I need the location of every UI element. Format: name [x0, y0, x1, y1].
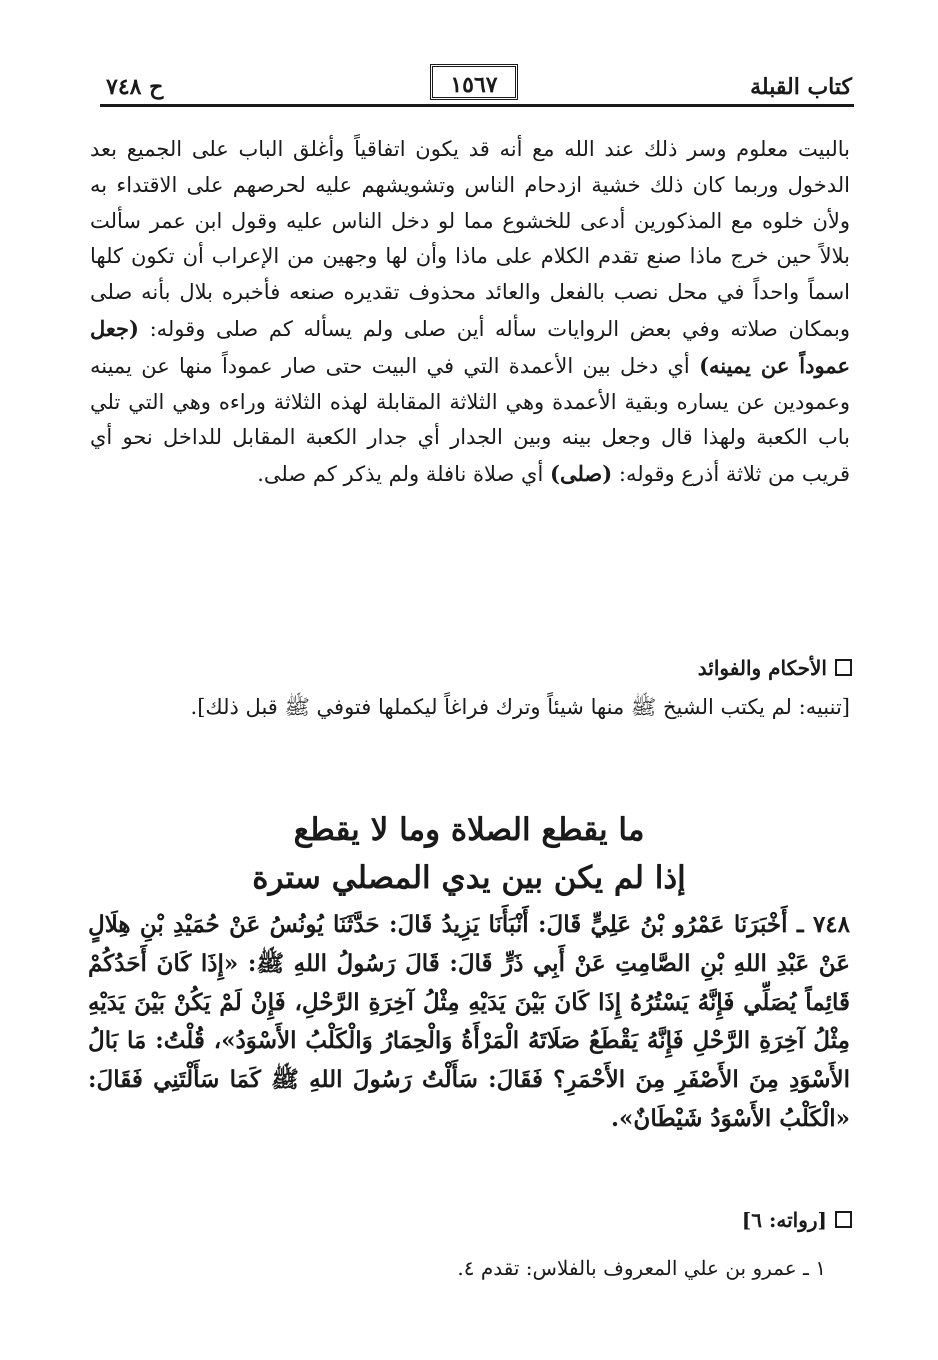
page-number: ١٥٦٧ — [430, 64, 518, 100]
chapter-title: ما يقطع الصلاة وما لا يقطع — [293, 812, 645, 848]
checkbox-square-icon — [835, 1211, 852, 1228]
quoted-phrase: (جعل عموداً عن يمينه) — [90, 315, 850, 378]
narrators-heading: [رواته: ٦] — [742, 1208, 852, 1232]
rulings-heading: الأحكام والفوائد — [698, 656, 852, 680]
hadith-text: ٧٤٨ ـ أَخْبَرَنَا عَمْرُو بْنُ عَلِيٍّ قَالَ: أَنْبَأَنَا يَزِيدُ قَالَ: حَدَّثَنَا يُونُسُ عَنْ حُمَيْدِ بْنِ هِلَالٍ عَنْ عَبْدِ اللهِ بْنِ الصَّامِتِ عَنْ أَبِي ذَرٍّ قَالَ: قَالَ رَسُولُ اللهِ ﷺ: «إِذَا كَانَ أَحَدُكُمْ قَائِماً يُصَلِّي فَإِنَّهُ يَسْتُرُهُ إِذَا كَانَ بَيْنَ يَدَيْهِ مِثْلُ آخِرَةِ الرَّحْلِ، فَإِنْ لَمْ يَكُنْ بَيْنَ يَدَيْهِ مِثْلُ آخِرَةِ الرَّحْلِ فَإِنَّهُ يَقْطَعُ صَلَاتَهُ الْمَرْأَةُ وَالْحِمَارُ وَالْكَلْبُ الأَسْوَدُ»، قُلْتُ: مَا بَالُ الأَسْوَدِ مِنَ الأَصْفَرِ مِنَ الأَحْمَرِ؟ فَقَالَ: سَأَلْتُ رَسُولَ اللهِ ﷺ كَمَا سَأَلْتَنِي فَقَالَ: «الْكَلْبُ الأَسْوَدُ شَيْطَانٌ». — [88, 911, 850, 1132]
commentary-text: أي صلاة نافلة ولم يذكر كم صلى. — [257, 462, 544, 487]
chapter-subtitle: إذا لم يكن بين يدي المصلي سترة — [252, 860, 686, 896]
commentary-text: أي دخل بين الأعمدة التي في البيت حتى صار عموداً منها عن يمينه وعمودين عن يساره وبقية الأعمدة وهي الثلاثة المقابلة لهذه الثلاثة وراءه وهي التي تلي باب الكعبة ولهذا قال وجعل بينه وبين الجدار أي جدار الكعبة المقابل للداخل نحو أي قريب من ثلاثة أذرع وقوله: — [90, 353, 850, 487]
rulings-note: [تنبيه: لم يكتب الشيخ ﷺ منها شيئاً وترك فراغاً ليكملها فتوفي ﷺ قبل ذلك]. — [190, 695, 850, 719]
header-divider — [100, 104, 854, 107]
book-title: كتاب القبلة — [750, 74, 852, 100]
checkbox-square-icon — [835, 659, 852, 676]
quoted-phrase: (صلى) — [550, 461, 613, 487]
commentary-text: بالبيت معلوم وسر ذلك عند الله مع أنه قد يكون اتفاقياً وأغلق الباب على الجميع بعد الدخول وربما كان ذلك خشية ازدحام الناس وتشويشهم عليه لحرصهم على الاقتداء به ولأن خلوه مع المذكورين أدعى للخشوع مما لو دخل الناس عليه وقول ابن عمر سألت بلالاً حين خرج ماذا صنع تقدم الكلام على ماذا وأن لها وجهين من الإعراب أن تكون كلها اسماً واحداً في محل نصب بالفعل والعائد محذوف تقديره صنعه فأخبره بلال بأنه صلى وبمكان صلاته وفي بعض الروايات سأله أين صلى ولم يسأله كم صلى وقوله: — [90, 137, 850, 341]
commentary-paragraph — [90, 132, 850, 493]
hadith-reference: ح ٧٤٨ — [106, 74, 164, 100]
narrator-item: ١ ـ عمرو بن علي المعروف بالفلاس: تقدم ٤. — [457, 1256, 826, 1280]
